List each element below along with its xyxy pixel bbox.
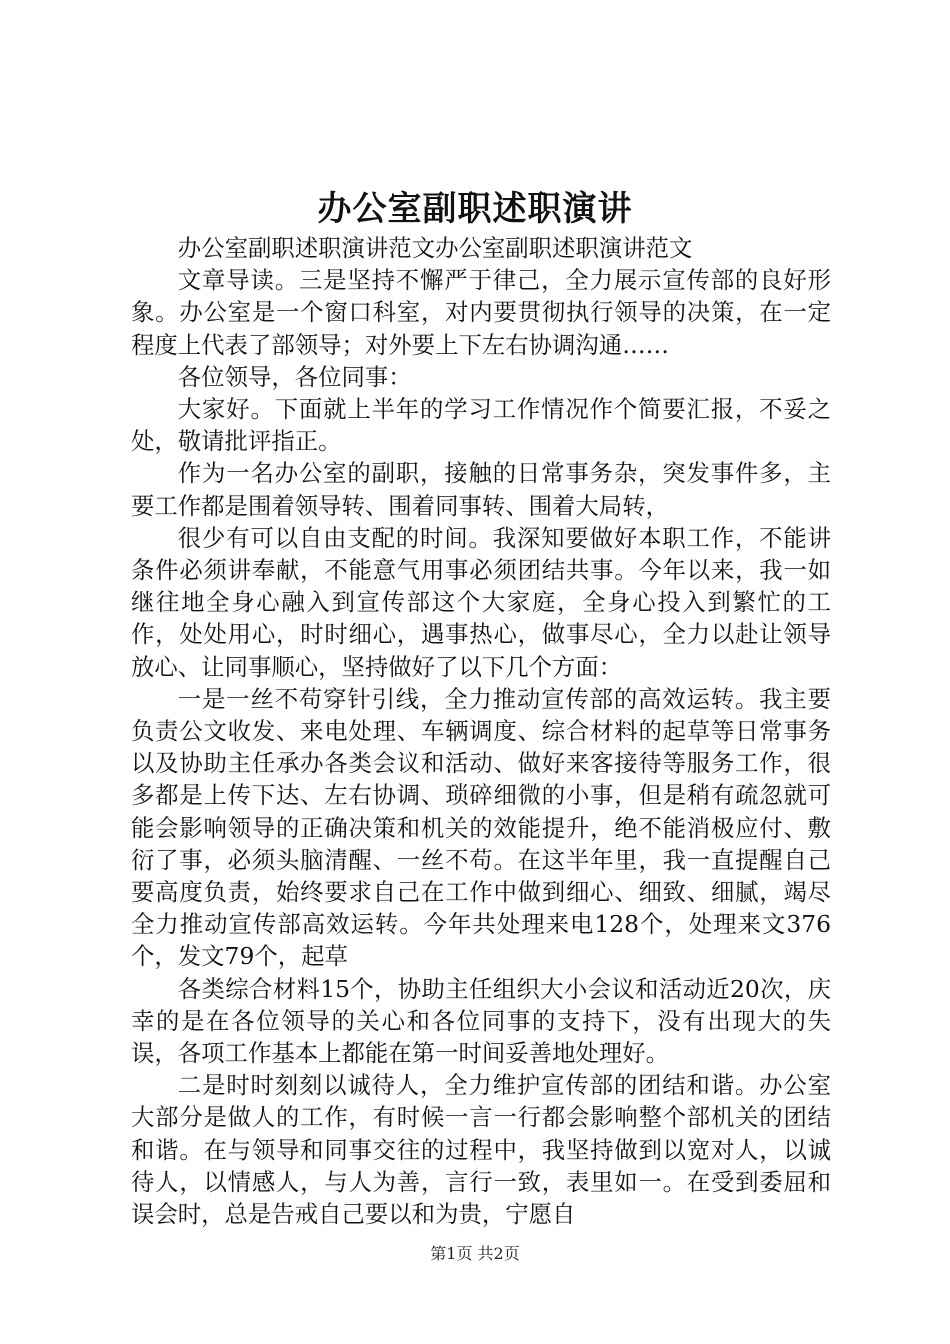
document-title: 办公室副职述职演讲 [317,189,633,229]
paragraph-point-one-continued: 各类综合材料15个，协助主任组织大小会议和活动近20次，庆幸的是在各位领导的关心和各位同事的支持下，没有出现大的失误，各项工作基本上都能在第一时间妥善地处理好。 [131,974,831,1068]
document-body [131,232,831,1230]
paragraph-greeting: 大家好。下面就上半年的学习工作情况作个简要汇报，不妥之处，敬请批评指正。 [131,395,831,456]
paragraph-dedication: 很少有可以自由支配的时间。我深知要做好本职工作，不能讲条件必须讲奉献，不能意气用事必须团结共事。今年以来，我一如继往地全身心融入到宣传部这个大家庭，全身心投入到繁忙的工作，处处用心，时时细心，遇事热心，做事尽心，全力以赴让领导放心、让同事顺心，坚持做好了以下几个方面： [131,523,831,681]
paragraph-guide: 文章导读。三是坚持不懈严于律己，全力展示宣传部的良好形象。办公室是一个窗口科室，对内要贯彻执行领导的决策，在一定程度上代表了部领导；对外要上下左右协调沟通…… [131,266,831,359]
paragraph-intro: 办公室副职述职演讲范文办公室副职述职演讲范文 [177,234,693,262]
paragraph-salutation: 各位领导，各位同事： [177,362,412,391]
paragraph-point-two: 二是时时刻刻以诚待人，全力维护宣传部的团结和谐。办公室大部分是做人的工作，有时候一言一行都会影响整个部机关的团结和谐。在与领导和同事交往的过程中，我坚持做到以宽对人，以诚待人，以情感人，与人为善，言行一致，表里如一。在受到委屈和误会时，总是告戒自己要以和为贵，宁愿自 [131,1071,831,1229]
paragraph-point-one: 一是一丝不苟穿针引线，全力推动宣传部的高效运转。我主要负责公文收发、来电处理、车辆调度、综合材料的起草等日常事务以及协助主任承办各类会议和活动、做好来客接待等服务工作，很多都是上传下达、左右协调、琐碎细微的小事，但是稍有疏忽就可能会影响领导的正确决策和机关的效能提升，绝不能消极应付、敷衍了事，必须头脑清醒、一丝不苟。在这半年里，我一直提醒自己要高度负责，始终要求自己在工作中做到细心、细致、细腻，竭尽全力推动宣传部高效运转。今年共处理来电128个，处理来文376个，发文79个，起草 [131,684,831,971]
paragraph-role: 作为一名办公室的副职，接触的日常事务杂，突发事件多，主要工作都是围着领导转、围着同事转、围着大局转， [131,459,831,520]
page-footer: 第1页 共2页 [430,1244,520,1263]
